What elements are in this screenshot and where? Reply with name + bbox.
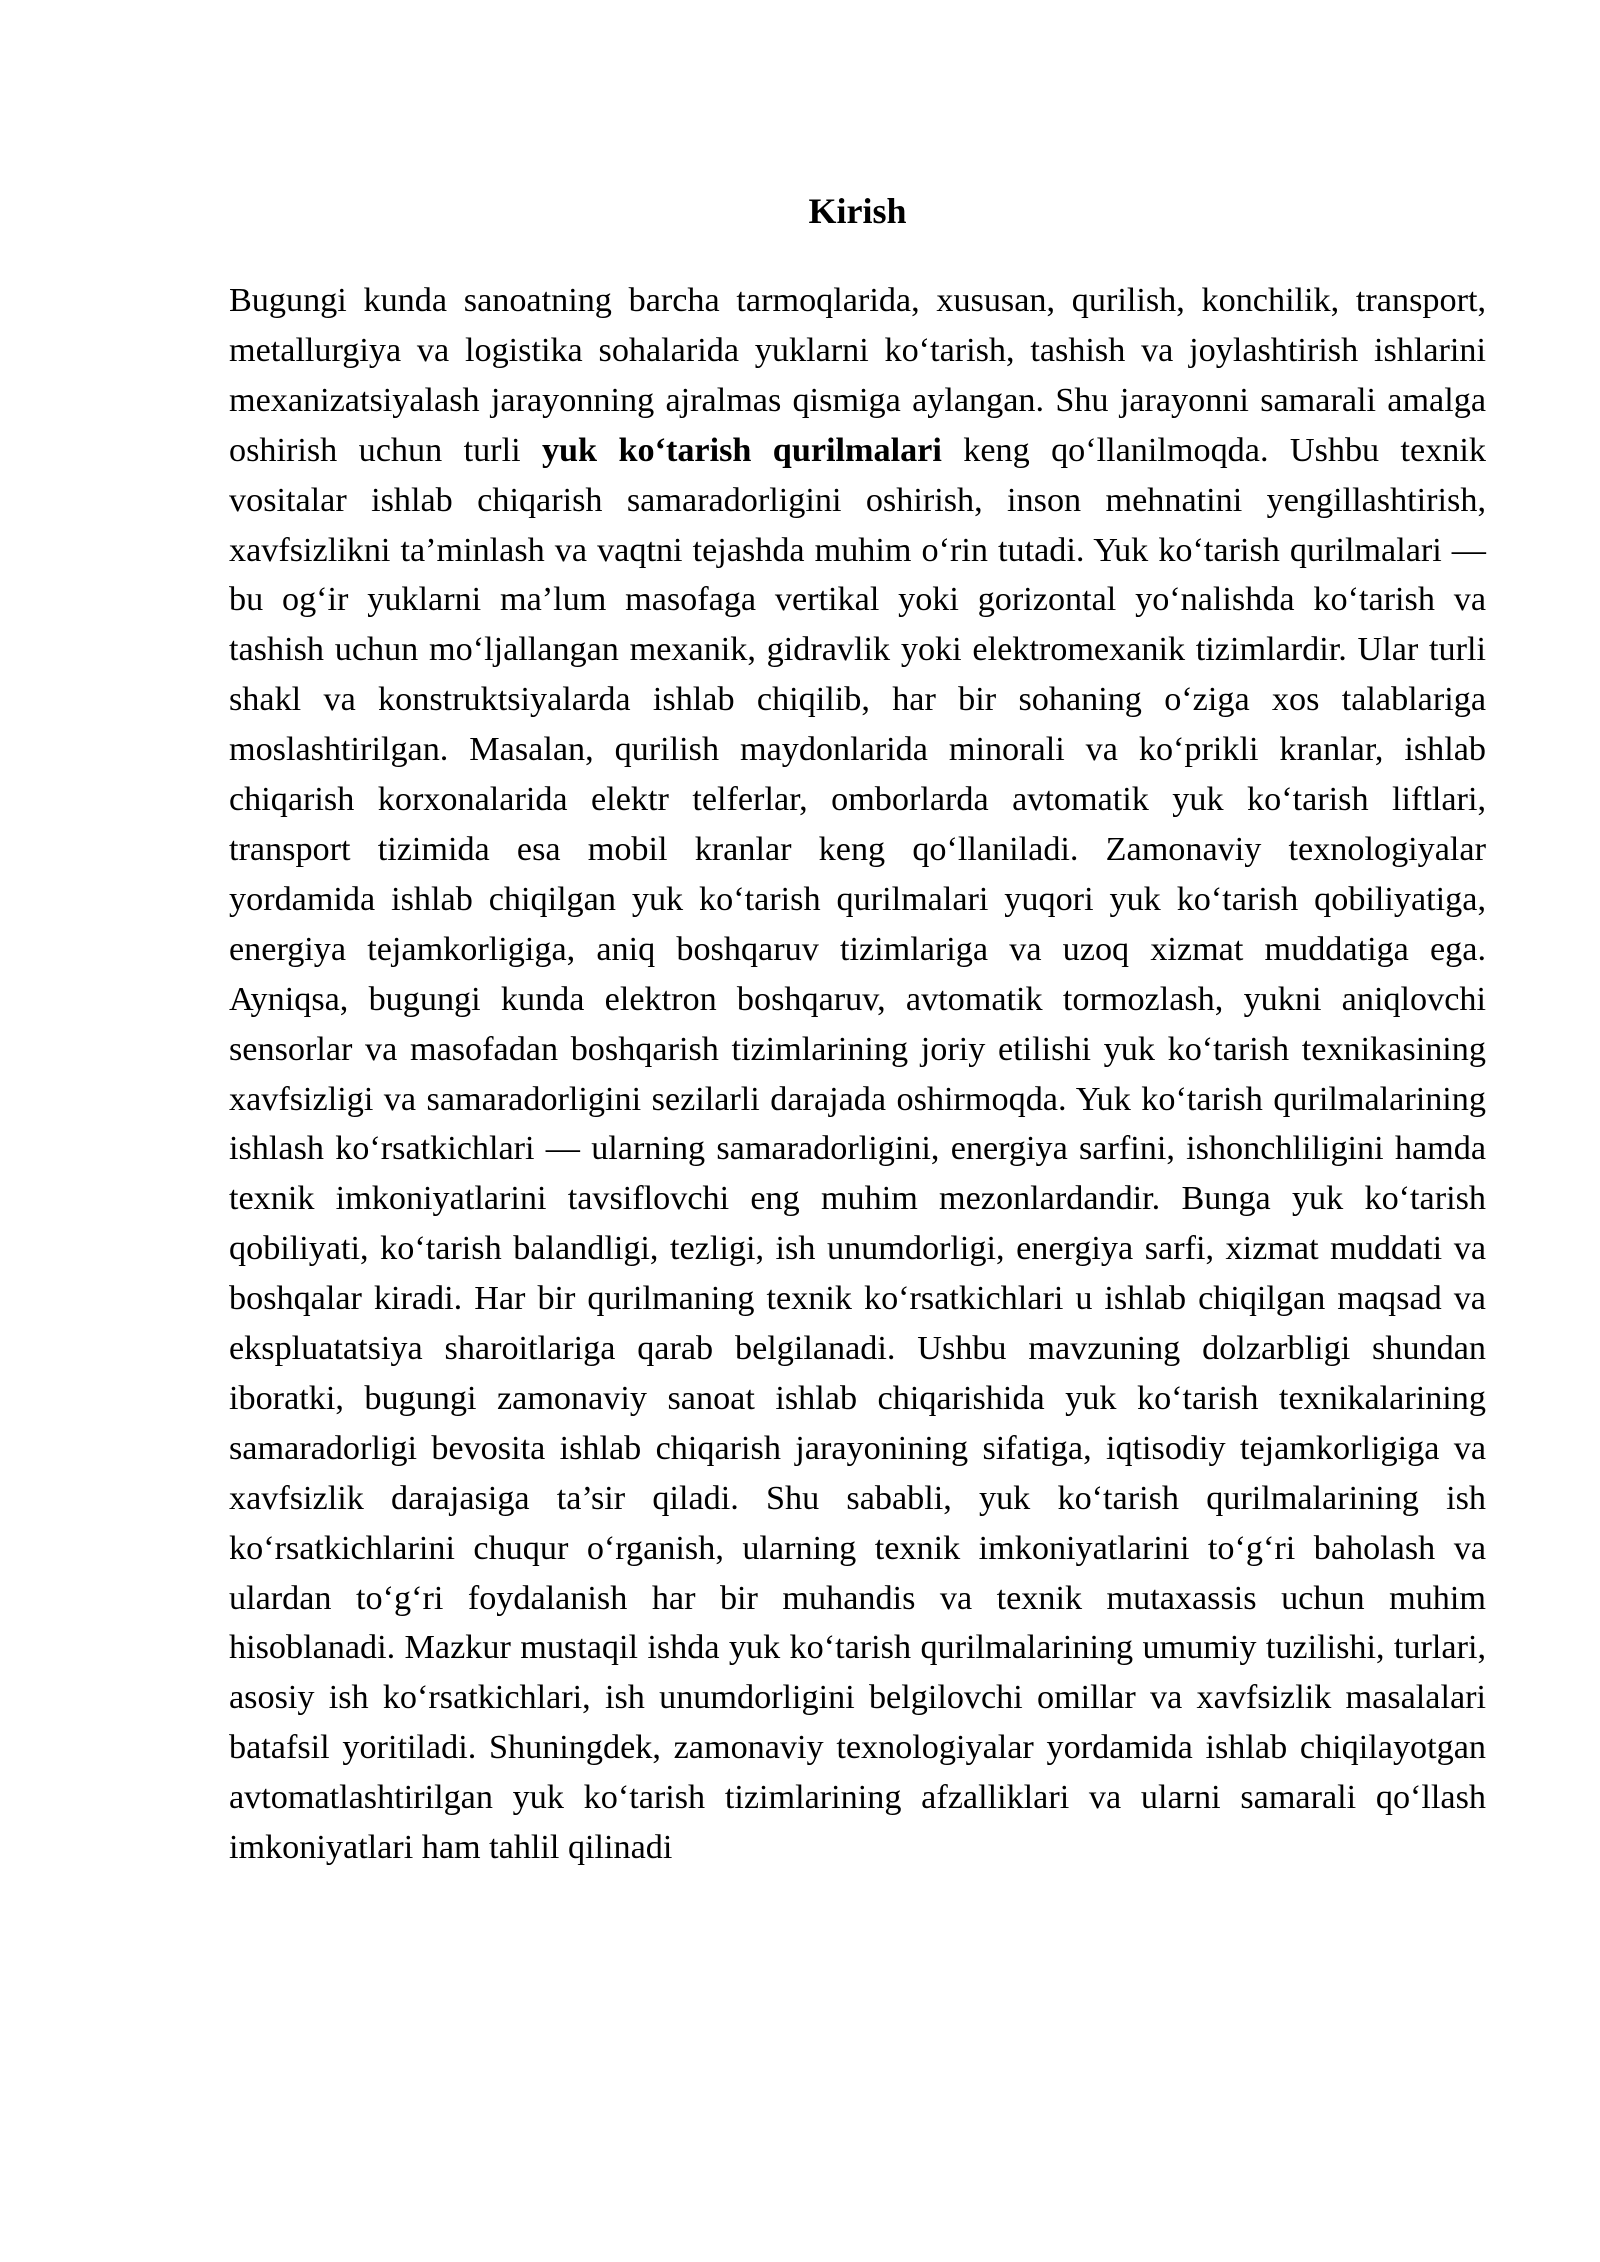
document-title: Kirish xyxy=(808,191,907,231)
body-text-bold-term: yuk ko‘tarish qurilmalari xyxy=(541,431,942,469)
body-text-main: keng qo‘llanilmoqda. Ushbu texnik vositalar ishlab chiqarish samaradorligini oshirish, inson mehnatini yengillashtirish, xavfsizlikni ta’minlash va vaqtni tejashda muhim o‘rin tutadi. Yuk ko‘tarish qurilmalari — bu og‘ir yuklarni ma’lum masofaga vertikal yoki gorizontal yo‘nalishda ko‘tarish va tashish uchun mo‘ljallangan mexanik, gidravlik yoki elektromexanik tizimlardir. Ular turli shakl va konstruktsiyalarda ishlab chiqilib, har bir sohaning o‘ziga xos talablariga moslashtirilgan. Masalan, qurilish maydonlarida minorali va ko‘prikli kranlar, ishlab chiqarish korxonalarida elektr telferlar, omborlarda avtomatik yuk ko‘tarish liftlari, transport tizimida esa mobil kranlar keng qo‘llaniladi. Zamonaviy texnologiyalar yordamida ishlab chiqilgan yuk ko‘tarish qurilmalari yuqori yuk ko‘tarish qobiliyatiga, energiya tejamkorligiga, aniq boshqaruv tizimlariga va uzoq xizmat muddatiga ega. Ayniqsa, bugungi kunda elektron boshqaruv, avtomatik tormozlash, yukni aniqlovchi sensorlar va masofadan boshqarish tizimlarining joriy etilishi yuk ko‘tarish texnikasining xavfsizligi va samaradorligini sezilarli darajada oshirmoqda. Yuk ko‘tarish qurilmalarining ishlash ko‘rsatkichlari — ularning samaradorligini, energiya sarfini, ishonchliligini hamda texnik imkoniyatlarini tavsiflovchi eng muhim mezonlardandir. Bunga yuk ko‘tarish qobiliyati, ko‘tarish balandligi, tezligi, ish unumdorligi, energiya sarfi, xizmat muddati va boshqalar kiradi. Har bir qurilmaning texnik ko‘rsatkichlari u ishlab chiqilgan maqsad va ekspluatatsiya sharoitlariga qarab belgilanadi. Ushbu mavzuning dolzarbligi shundan iboratki, bugungi zamonaviy sanoat ishlab chiqarishida yuk ko‘tarish texnikalarining samaradorligi bevosita ishlab chiqarish jarayonining sifatiga, iqtisodiy tejamkorligiga va xavfsizlik darajasiga ta’sir qiladi. Shu sababli, yuk ko‘tarish qurilmalarining ish ko‘rsatkichlarini chuqur o‘rganish, ularning texnik imkoniyatlarini to‘g‘ri baholash va ulardan to‘g‘ri foydalanish har bir muhandis va texnik mutaxassis uchun muhim hisoblanadi. Mazkur mustaqil ishda yuk ko‘tarish qurilmalarining umumiy tuzilishi, turlari, asosiy ish ko‘rsatkichlari, ish unumdorligini belgilovchi omillar va xavfsizlik masalalari batafsil yoritiladi. Shuningdek, zamonaviy texnologiyalar yordamida ishlab chiqilayotgan avtomatlashtirilgan yuk ko‘tarish tizimlarining afzalliklari va ularni samarali qo‘llash imkoniyatlari ham tahlil qilinadi xyxy=(229,431,1486,1867)
body-text-intro: Bugungi kunda sanoatning barcha tarmoqlarida, xususan, qurilish, konchilik, transport, metallurgiya va logistika sohalarida yuklarni ko‘tarish, tashish va joylashtirish ishlarini mexanizatsiyalash jarayonning ajralmas qismiga aylangan. Shu jarayonni samarali amalga oshirish uchun turli xyxy=(229,282,1486,469)
body-paragraph xyxy=(229,276,1486,1873)
